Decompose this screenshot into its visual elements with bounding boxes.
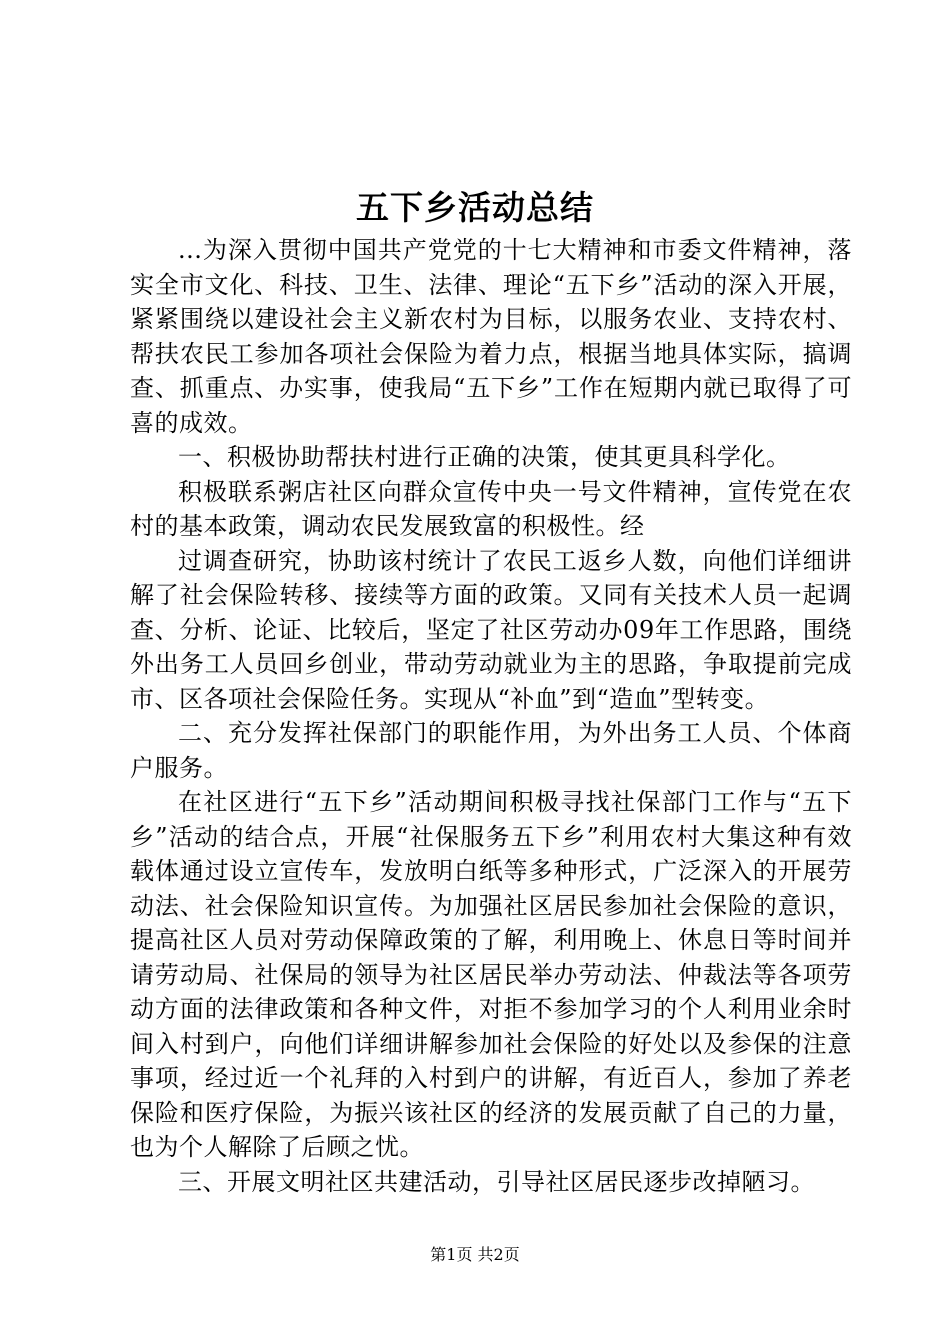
document-body	[130, 233, 852, 1199]
section-heading-2: 二、充分发挥社保部门的职能作用，为外出务工人员、个体商户服务。	[130, 719, 852, 782]
document-title: 五下乡活动总结	[356, 188, 594, 227]
paragraph-intro: ...为深入贯彻中国共产党党的十七大精神和市委文件精神，落实全市文化、科技、卫生、法律、理论“五下乡”活动的深入开展，紧紧围绕以建设社会主义新农村为目标，以服务农业、支持农村、帮扶农民工参加各项社会保险为着力点，根据当地具体实际，搞调查、抓重点、办实事，使我局“五下乡”工作在短期内就已取得了可喜的成效。	[130, 236, 852, 437]
section-heading-3: 三、开展文明社区共建活动，引导社区居民逐步改掉陋习。	[178, 1167, 815, 1196]
paragraph-section-1a: 积极联系粥店社区向群众宣传中央一号文件精神，宣传党在农村的基本政策，调动农民发展致富的积极性。经	[130, 477, 852, 540]
paragraph-section-1b: 过调查研究，协助该村统计了农民工返乡人数，向他们详细讲解了社会保险转移、接续等方面的政策。又同有关技术人员一起调查、分析、论证、比较后，坚定了社区劳动办09年工作思路，围绕外出务工人员回乡创业，带动劳动就业为主的思路，争取提前完成市、区各项社会保险任务。实现从“补血”到“造血”型转变。	[130, 546, 852, 713]
page-footer: 第1页 共2页	[430, 1245, 520, 1264]
section-heading-1: 一、积极协助帮扶村进行正确的决策，使其更具科学化。	[178, 443, 791, 471]
paragraph-section-2: 在社区进行“五下乡”活动期间积极寻找社保部门工作与“五下乡”活动的结合点，开展“社保服务五下乡”利用农村大集这种有效载体通过设立宣传车，发放明白纸等多种形式，广泛深入的开展劳动法、社会保险知识宣传。为加强社区居民参加社会保险的意识，提高社区人员对劳动保障政策的了解，利用晚上、休息日等时间并请劳动局、社保局的领导为社区居民举办劳动法、仲裁法等各项劳动方面的法律政策和各种文件，对拒不参加学习的个人利用业余时间入村到户，向他们详细讲解参加社会保险的好处以及参保的注意事项，经过近一个礼拜的入村到户的讲解，有近百人，参加了养老保险和医疗保险，为振兴该社区的经济的发展贡献了自己的力量，也为个人解除了后顾之忧。	[130, 788, 852, 1161]
